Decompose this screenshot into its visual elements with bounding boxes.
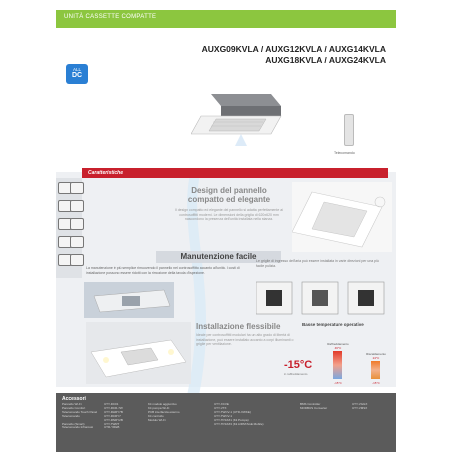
self-clean-icon	[70, 236, 84, 248]
acc-item: UTY-RNRY2B	[104, 417, 123, 422]
ceiling-installation-photo	[84, 282, 174, 318]
sleep-icon	[70, 218, 84, 230]
accessories-col3	[148, 403, 180, 423]
timer-icon	[70, 200, 84, 212]
model-titles	[156, 44, 386, 66]
acc-item: Kit modulo aggiuntivo	[148, 402, 177, 406]
acc-item: UTY-TFSXZ1 (Kit Pompa)	[214, 417, 249, 422]
acc-item: MODBUS Converter	[300, 405, 328, 410]
features-section-title: Caratteristiche	[88, 170, 124, 176]
catalog-page	[56, 0, 396, 452]
all-dc-badge	[66, 64, 88, 84]
accessories-col1	[62, 403, 97, 430]
acc-item: PCB interfaccia esterno	[148, 409, 180, 414]
acc-item: Pannello (Smart)	[62, 421, 85, 426]
turbo-icon	[70, 254, 84, 266]
temperature-big: -15°C	[284, 359, 313, 371]
maintenance-text: La manutenzione è più semplice rimuovendo il pannello nel controsoffitto accanto all'unità. I costi di installazione possono essere ridotti con la rimozione della tavola d'ispezione.	[86, 266, 240, 275]
features-header	[82, 168, 388, 178]
acc-item: Pannello Comfort	[62, 405, 86, 410]
badge-line2: DC	[71, 72, 83, 79]
cool-min: -15°C	[334, 381, 342, 385]
acc-item: UTR-YREB	[104, 425, 120, 430]
model-line1: AUXG09KVLA / AUXG12KVLA / AUXG14KVLA	[201, 44, 386, 54]
accessories-col4	[214, 403, 264, 426]
acc-item: BMS Controller	[300, 402, 321, 406]
accessories-title: Accessori	[62, 396, 86, 402]
installation-text: Ideale per controsoffitti modulari ha un alto grado di libertà di installazione, può essere installato accanto a corpi illuminanti o griglie per ventilazione.	[196, 333, 294, 346]
accessories-footer	[56, 393, 396, 452]
maintenance-text-2: Le griglie di ingresso dell'aria può essere installata in varie direzioni per una più facile pulizia.	[256, 259, 379, 268]
heat-max: 24°C	[372, 356, 380, 360]
acc-item: Telecomando Infrarossi	[62, 425, 94, 430]
remote-label: Telecomando	[334, 151, 355, 155]
maintenance-title: Manutenzione facile	[180, 252, 257, 261]
acc-item: Modulo Wi-Fi	[148, 417, 166, 422]
acc-item: Telecomando	[62, 413, 80, 418]
temperature-title: Basse temperature operative	[302, 322, 364, 327]
acc-item: UTY-RCRY7	[104, 413, 121, 418]
installation-ceiling-photo	[86, 322, 191, 384]
acc-item: UTY-DC01	[104, 402, 119, 406]
acc-item: Pannello Wi-Fi	[62, 402, 82, 406]
acc-item: UTY-TFSXZ3 (Kit AIRSTAGE Mobile)	[214, 421, 264, 426]
cassette-unit-image	[191, 86, 291, 146]
design-text: Il design compatto ed elegante del pannello si adatta perfettamente ai controsoffitti moderni. Le dimensioni della griglia di 620x620 mm nascondono la presenza dell'unità installata nella stanza.	[175, 208, 283, 221]
acc-item: UTY-RHRY7B	[104, 409, 123, 414]
grille-orientation-photos	[256, 280, 388, 316]
acc-item: UTY-VGGX	[352, 402, 368, 406]
design-title: Design del pannello compatto ed elegante	[187, 186, 271, 204]
remote-control-image	[344, 114, 354, 146]
category-title: UNITÀ CASSETTE COMPATTE	[64, 14, 157, 20]
badge-line1: ALL	[72, 67, 81, 72]
cool-label: Raffreddamento	[327, 342, 349, 346]
accessories-col2	[104, 403, 123, 430]
acc-item: Kit controllo	[148, 413, 164, 418]
acc-item: UTY-TWCV-1	[214, 413, 233, 418]
acc-item: Telecomando Touch Panel	[62, 409, 98, 414]
heat-min: -15°C	[372, 381, 380, 385]
acc-item: Kit pompa Wi-Fi	[148, 405, 170, 410]
ceiling-cassette-photo	[292, 182, 392, 252]
installation-title: Installazione flessibile	[196, 322, 281, 331]
swing-icon	[70, 182, 84, 194]
category-header	[56, 10, 396, 28]
acc-item: UTY-TWCV-1 (UTD-XWKE)	[214, 409, 251, 414]
acc-item: UTY-RCR-7W	[104, 405, 123, 410]
cool-max: 46°C	[334, 346, 342, 350]
acc-item: UTY-TWRT	[104, 421, 120, 426]
acc-item: UTY-VTX	[214, 405, 227, 410]
heating-range-bar	[371, 361, 380, 379]
accessories-col5	[300, 403, 327, 411]
cooling-range-bar	[333, 351, 342, 379]
model-line2: AUXG18KVLA / AUXG24KVLA	[265, 55, 386, 65]
heat-label: Riscaldamento	[366, 352, 386, 356]
acc-item: UTY-XCVE	[214, 402, 229, 406]
accessories-col6	[352, 403, 367, 411]
temperature-small: in raffreddamento	[284, 372, 308, 376]
acc-item: UTY-VMSX	[352, 405, 368, 410]
